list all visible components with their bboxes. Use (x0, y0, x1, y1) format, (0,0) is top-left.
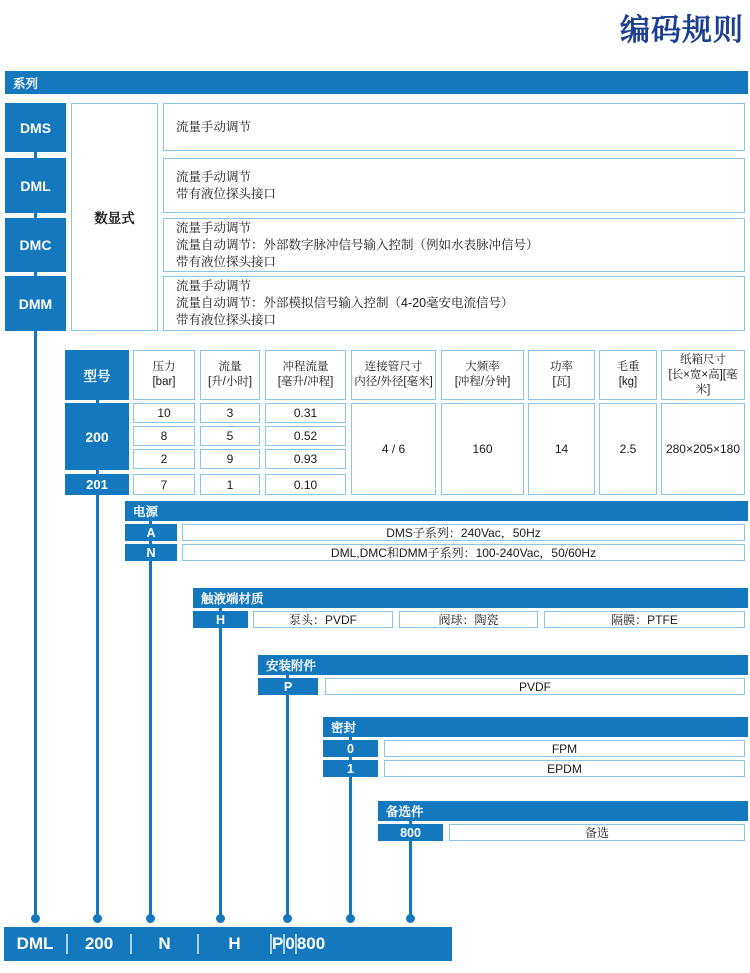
col-header-stroke (265, 350, 346, 400)
series-code-dmm (5, 276, 66, 331)
col-header-line: 冲程流量 (282, 361, 329, 373)
desc-line: 流量手动调节 (176, 220, 252, 235)
series-code-label: DMS (19, 119, 52, 136)
cell-flow: 5 (200, 426, 260, 446)
series-desc-dms (163, 103, 745, 151)
model-code-201 (65, 474, 129, 495)
material-value-valveball: 阀球：陶瓷 (399, 611, 538, 628)
series-header-label: 系列 (13, 76, 39, 91)
model-code-200 (65, 403, 129, 470)
desc-line: 流量自动调节：外部数字脉冲信号输入控制（例如水表脉冲信号） (176, 237, 539, 252)
connector-dot (146, 914, 155, 923)
material-value-diaphragm: 隔膜：PTFE (544, 611, 745, 628)
col-header-carton (661, 350, 745, 400)
col-header-line: [bar] (152, 376, 176, 388)
col-header-line: 连接管尺寸 (364, 361, 423, 373)
power-section-header (125, 501, 748, 521)
model-code-segment: N (158, 934, 171, 953)
series-desc-dml (163, 158, 745, 213)
seal-header-label: 密封 (331, 721, 357, 735)
seal-code-label: 1 (347, 761, 354, 776)
col-header-line: 纸箱尺寸 (680, 353, 726, 366)
power-code-n (125, 544, 177, 561)
model-code-bar (4, 927, 452, 961)
connector-line-power (149, 510, 152, 920)
cell-stroke: 0.10 (265, 474, 346, 495)
col-header-pressure (133, 350, 195, 400)
power-value-n: DML,DMC和DMM子系列：100-240Vac，50/60Hz (182, 544, 745, 561)
series-code-label: DMM (18, 295, 53, 312)
mount-value: PVDF (325, 678, 745, 695)
connector-dot (93, 914, 102, 923)
power-code-label: N (146, 545, 156, 560)
cell-flow: 9 (200, 449, 260, 469)
col-header-pipe (351, 350, 436, 400)
series-type-label: 数显式 (94, 211, 135, 226)
series-type-box (71, 103, 158, 331)
desc-line: 流量手动调节 (176, 279, 252, 293)
series-section-header (5, 71, 748, 94)
series-desc-dmc (163, 218, 745, 272)
connector-dot (31, 914, 40, 923)
power-header-label: 电源 (133, 505, 159, 519)
connector-dot (283, 914, 292, 923)
material-header-label: 触液端材质 (201, 592, 264, 606)
option-code-800 (378, 824, 443, 841)
model-code-segment: 800 (296, 934, 326, 953)
power-code-label: A (146, 525, 156, 540)
col-header-line: 压力 (152, 361, 176, 373)
col-header-line: [冲程/分钟] (454, 376, 511, 388)
model-code-label: 200 (85, 428, 109, 445)
mount-code-label: P (283, 679, 293, 694)
cell-pressure: 10 (133, 403, 195, 423)
cell-frequency: 160 (441, 403, 524, 495)
model-code-segment: 0 (285, 934, 295, 953)
model-code-label: 201 (86, 477, 108, 492)
cell-flow: 3 (200, 403, 260, 423)
cell-stroke: 0.52 (265, 426, 346, 446)
mount-section-header (258, 655, 748, 675)
series-code-dmc (5, 218, 66, 272)
cell-stroke: 0.31 (265, 403, 346, 423)
seal-code-label: 0 (347, 741, 354, 756)
col-header-line: 功率 (550, 361, 573, 373)
series-code-dml (5, 158, 66, 213)
cell-weight: 2.5 (599, 403, 657, 495)
connector-dot (216, 914, 225, 923)
col-header-weight (599, 350, 657, 400)
col-header-label: 型号 (83, 369, 111, 384)
desc-line: 流量手动调节 (176, 119, 252, 134)
connector-dot (406, 914, 415, 923)
cell-pressure: 2 (133, 449, 195, 469)
cell-pressure: 7 (133, 474, 195, 495)
cell-flow: 1 (200, 474, 260, 495)
col-header-flow (200, 350, 260, 400)
col-header-line: 流量 (218, 361, 242, 373)
col-header-line: [瓦] (552, 376, 571, 388)
model-code-segment: 200 (84, 934, 114, 953)
desc-line: 流量手动调节 (176, 169, 252, 184)
col-header-line: [长×宽×高][毫米] (668, 368, 738, 396)
series-code-label: DMC (19, 237, 52, 253)
series-code-label: DML (20, 177, 51, 194)
cell-carton-size: 280×205×180 (661, 403, 745, 495)
model-code-segment: DML (16, 934, 54, 953)
seal-value-epdm: EPDM (384, 760, 745, 777)
col-header-line: 内径/外径[毫米] (354, 376, 433, 388)
option-value: 备选 (449, 824, 745, 841)
connector-line-material (219, 598, 222, 920)
material-code-h (193, 611, 248, 628)
material-value-pumphead: 泵头：PVDF (253, 611, 393, 628)
seal-code-1 (323, 760, 378, 777)
material-section-header (193, 588, 748, 608)
cell-stroke: 0.93 (265, 449, 346, 469)
option-code-label: 800 (400, 825, 421, 840)
desc-line: 带有液位探头接口 (176, 254, 277, 269)
series-desc-dmm (163, 276, 745, 331)
seal-value-fpm: FPM (384, 740, 745, 757)
col-header-line: [kg] (618, 376, 638, 388)
col-header-frequency (441, 350, 524, 400)
option-section-header (378, 801, 748, 821)
material-code-label: H (215, 612, 226, 627)
cell-pressure: 8 (133, 426, 195, 446)
seal-code-0 (323, 740, 378, 757)
power-code-a (125, 524, 177, 541)
series-code-dms (5, 103, 66, 152)
col-header-line: [毫升/冲程] (277, 376, 334, 388)
mount-header-label: 安装附件 (266, 659, 317, 673)
col-header-line: 大频率 (465, 361, 500, 373)
col-header-line: [升/小时] (207, 376, 253, 388)
page-title: 编码规则 (620, 14, 744, 47)
seal-section-header (323, 717, 748, 737)
power-value-a: DMS子系列：240Vac，50Hz (182, 524, 745, 541)
model-code-segment: P (272, 934, 284, 953)
desc-line: 带有液位探头接口 (176, 186, 277, 201)
connector-dot (346, 914, 355, 923)
option-header-label: 备选件 (386, 805, 424, 819)
model-code-segment: H (228, 934, 241, 953)
mount-code-p (258, 678, 318, 695)
desc-line: 流量自动调节：外部模拟信号输入控制（4-20毫安电流信号） (176, 296, 514, 310)
connector-line-mount (286, 665, 289, 920)
cell-power: 14 (528, 403, 595, 495)
desc-line: 带有液位探头接口 (176, 313, 277, 327)
model-header-box (65, 350, 129, 400)
col-header-line: 毛重 (616, 361, 640, 373)
cell-pipe-size: 4 / 6 (351, 403, 436, 495)
col-header-power (528, 350, 595, 400)
